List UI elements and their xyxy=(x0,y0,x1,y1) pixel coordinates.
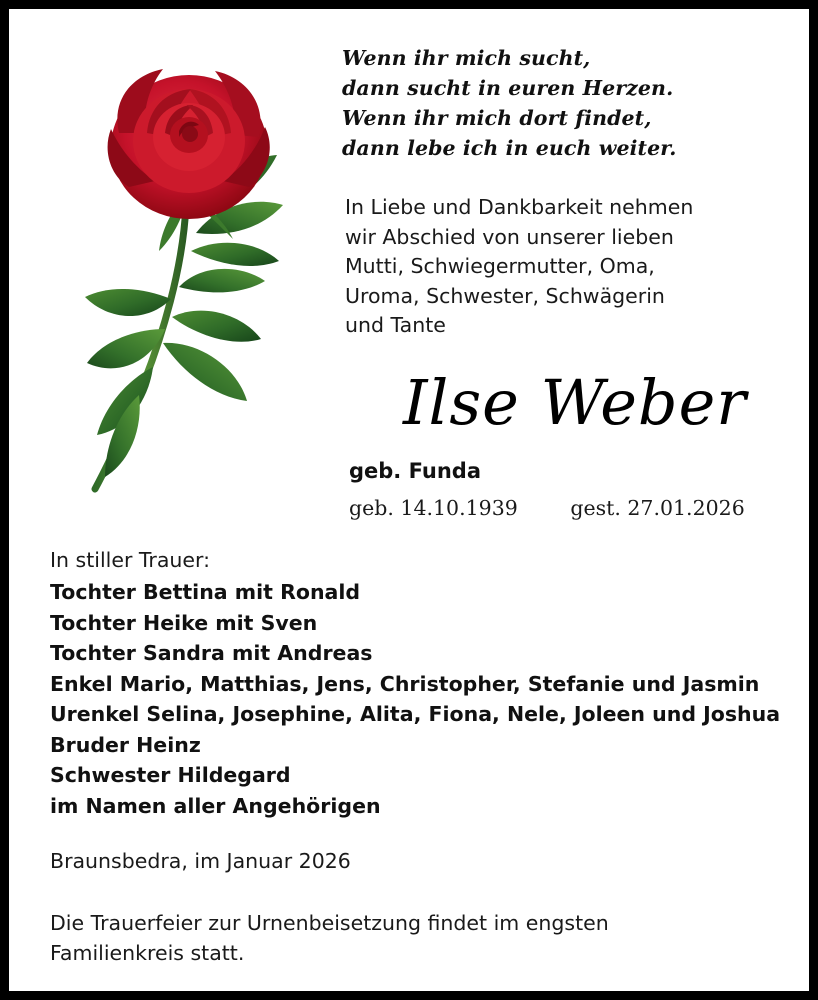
family-member-6: Bruder Heinz xyxy=(50,732,201,757)
verse-line-4: dann lebe ich in euch weiter. xyxy=(342,136,677,160)
family-member-8: im Namen aller Angehörigen xyxy=(50,793,381,818)
intro-line-4: Uroma, Schwester, Schwägerin xyxy=(345,283,665,308)
verse-line-2: dann sucht in euren Herzen. xyxy=(342,76,674,100)
intro-line-5: und Tante xyxy=(345,313,446,337)
family-member-1: Tochter Bettina mit Ronald xyxy=(50,580,361,604)
life-dates xyxy=(349,496,799,520)
family-member-4: Enkel Mario, Matthias, Jens, Christopher, Stefanie und Jasmin xyxy=(50,671,760,696)
family-member-2: Tochter Heike mit Sven xyxy=(50,610,318,635)
verse-line-1: Wenn ihr mich sucht, xyxy=(342,46,591,70)
memorial-verse xyxy=(342,43,802,163)
place-and-date: Braunsbedra, im Januar 2026 xyxy=(50,849,351,873)
ceremony-line-1: Die Trauerfeier zur Urnenbeisetzung findet im engsten xyxy=(50,911,609,935)
deceased-birth-name: geb. Funda xyxy=(349,459,481,483)
intro-text xyxy=(345,193,815,341)
ceremony-line-2: Familienkreis statt. xyxy=(50,941,245,965)
family-member-5: Urenkel Selina, Josephine, Alita, Fiona, Nele, Joleen und Joshua xyxy=(50,702,781,726)
intro-line-3: Mutti, Schwiegermutter, Oma, xyxy=(345,254,655,278)
mourners-section xyxy=(50,545,790,821)
family-member-7: Schwester Hildegard xyxy=(50,763,291,787)
rose-illustration-container xyxy=(33,37,313,517)
birth-date: geb. 14.10.1939 xyxy=(349,496,518,520)
ceremony-note xyxy=(50,908,780,968)
obituary-inner xyxy=(9,9,809,991)
intro-line-2: wir Abschied von unserer lieben xyxy=(345,224,674,249)
family-list xyxy=(50,577,790,821)
verse-line-3: Wenn ihr mich dort findet, xyxy=(342,106,652,130)
deceased-name: Ilse Weber xyxy=(403,366,747,439)
red-rose-icon xyxy=(33,37,313,517)
family-member-3: Tochter Sandra mit Andreas xyxy=(50,641,373,665)
death-date: gest. 27.01.2026 xyxy=(570,496,745,520)
intro-line-1: In Liebe und Dankbarkeit nehmen xyxy=(345,195,694,219)
mourning-lead: In stiller Trauer: xyxy=(50,548,210,572)
